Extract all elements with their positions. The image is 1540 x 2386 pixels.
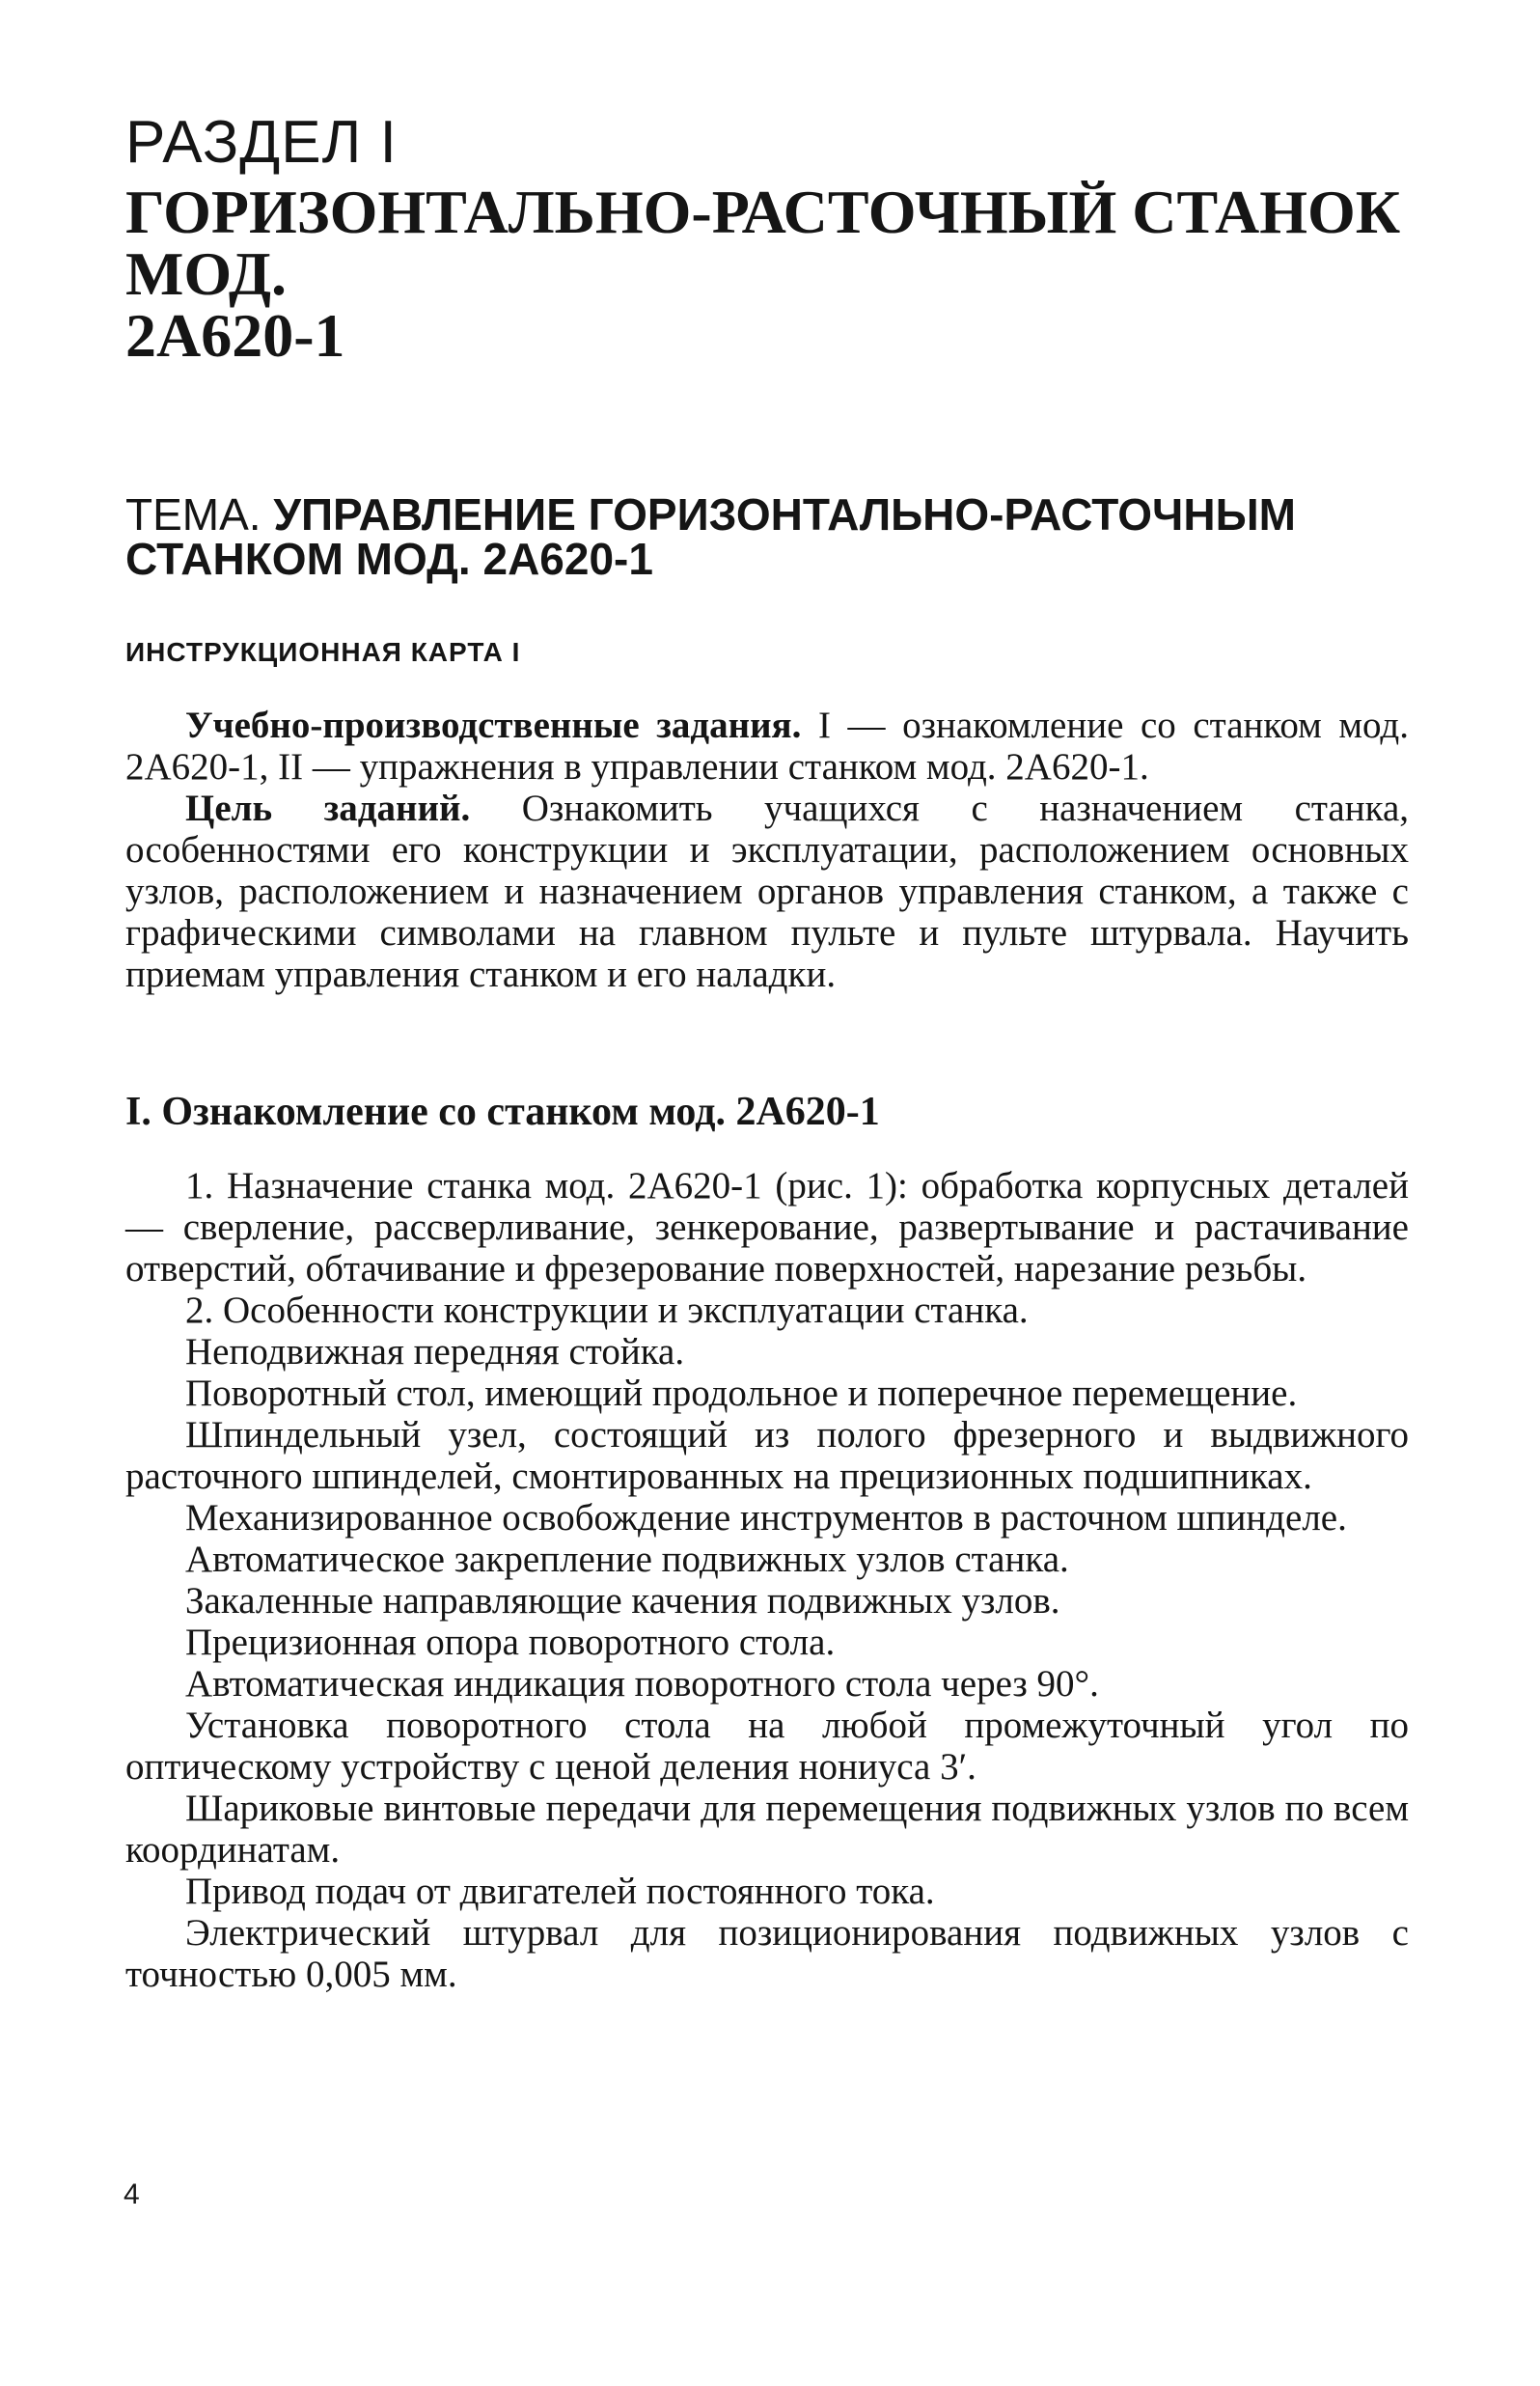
body-paragraph: Механизированное освобождение инструментов в расточном шпинделе.	[185, 1497, 1347, 1539]
body-paragraph: Автоматическая индикация поворотного стола через 90°.	[185, 1663, 1099, 1705]
tasks-label: Учебно-производственные задания.	[185, 705, 802, 746]
tasks-text: I — ознакомление со станком мод. 2А620-1, II — упражнения в управлении станком мод. 2А620-1.	[125, 705, 1409, 788]
body-paragraph: 1. Назначение станка мод. 2А620-1 (рис. 1): обработка корпусных деталей — сверление, рассверливание, зенкерование, развертывание и растачивание отверстий, обтачивание и фрезерование поверхностей, нарезание резьбы.	[125, 1165, 1409, 1290]
part-1-body	[125, 1165, 1409, 1995]
topic-label: ТЕМА.	[125, 489, 261, 540]
goal-label: Цель заданий.	[185, 788, 471, 829]
page-number: 4	[124, 2178, 140, 2210]
intro-block	[125, 705, 1409, 995]
goal-paragraph	[125, 788, 1409, 995]
body-paragraph: Закаленные направляющие качения подвижных узлов.	[185, 1580, 1060, 1622]
body-paragraph: Привод подач от двигателей постоянного тока.	[185, 1871, 935, 1912]
section-title-line-1: ГОРИЗОНТАЛЬНО-РАСТОЧНЫЙ СТАНОК МОД.	[125, 178, 1401, 308]
topic-title: УПРАВЛЕНИЕ ГОРИЗОНТАЛЬНО-РАСТОЧНЫМ СТАНКОМ МОД. 2А620-1	[125, 489, 1296, 584]
body-paragraph: Прецизионная опора поворотного стола.	[185, 1622, 836, 1663]
tasks-paragraph	[125, 705, 1409, 788]
section-label: РАЗДЕЛ I	[125, 109, 398, 176]
body-paragraph: 2. Особенности конструкции и эксплуатации станка.	[185, 1290, 1029, 1331]
section-title	[125, 178, 1418, 370]
body-paragraph: Установка поворотного стола на любой промежуточный угол по оптическому устройству с ценой деления нониуса 3′.	[125, 1705, 1409, 1788]
body-paragraph: Шпиндельный узел, состоящий из полого фрезерного и выдвижного расточного шпинделей, смонтированных на прецизионных подшипниках.	[125, 1414, 1409, 1497]
topic-heading	[125, 489, 1438, 584]
section-title-line-2: 2А620-1	[125, 301, 345, 370]
instruction-card-title: ИНСТРУКЦИОННАЯ КАРТА I	[125, 637, 521, 667]
part-1-heading: I. Ознакомление со станком мод. 2А620-1	[125, 1090, 880, 1134]
body-paragraph: Шариковые винтовые передачи для перемещения подвижных узлов по всем координатам.	[125, 1788, 1409, 1871]
body-paragraph: Поворотный стол, имеющий продольное и поперечное перемещение.	[185, 1373, 1298, 1414]
body-paragraph: Электрический штурвал для позиционирования подвижных узлов с точностью 0,005 мм.	[125, 1912, 1409, 1995]
goal-text: Ознакомить учащихся с назначением станка, особенностями его конструкции и эксплуатации, расположением основных узлов, расположением и назначением органов управления станком, а также с графическими символами на главном пульте и пульте штурвала. Научить приемам управления станком и его наладки.	[125, 788, 1410, 995]
body-paragraph: Неподвижная передняя стойка.	[185, 1331, 685, 1373]
body-paragraph: Автоматическое закрепление подвижных узлов станка.	[185, 1539, 1069, 1580]
